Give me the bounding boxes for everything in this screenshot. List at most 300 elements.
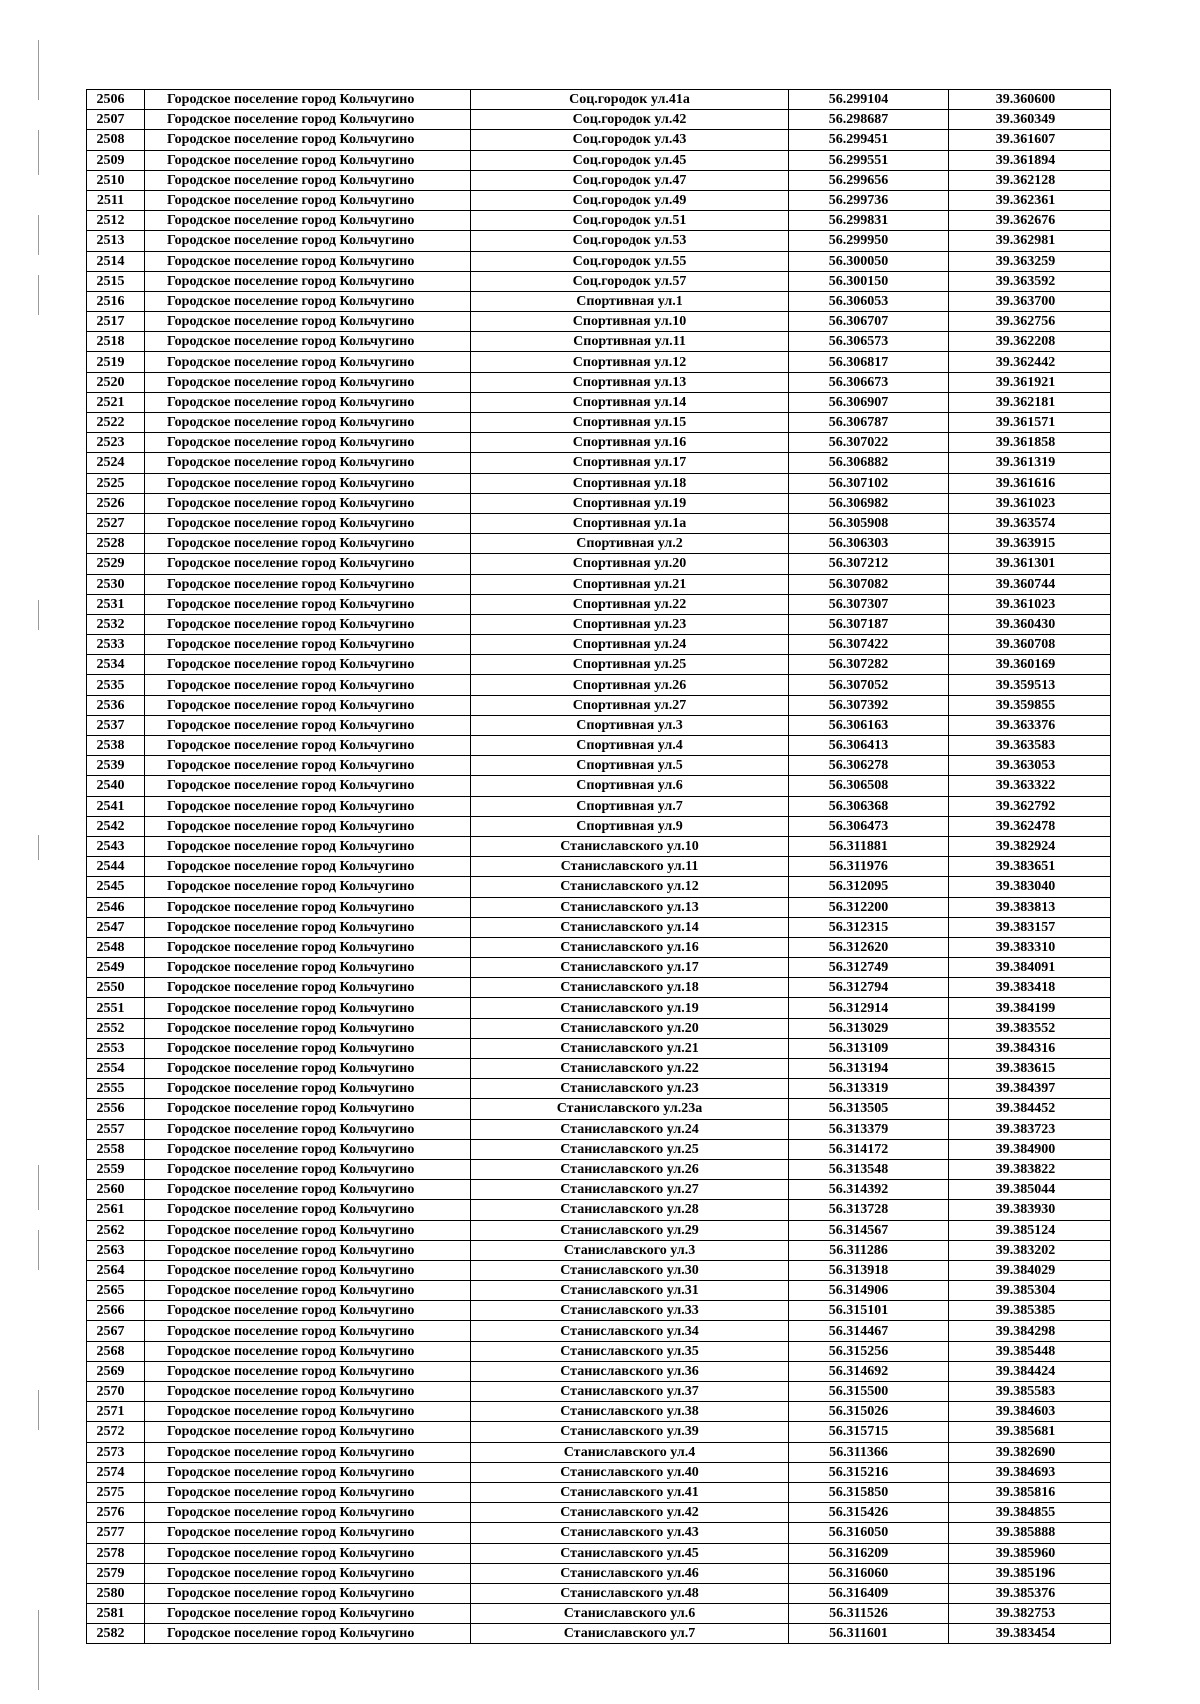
settlement-cell: Городское поселение город Кольчугино [145,937,471,957]
settlement-cell: Городское поселение город Кольчугино [145,917,471,937]
address-cell: Станиславского ул.35 [471,1341,789,1361]
latitude-cell: 56.312794 [789,978,949,998]
table-row [87,574,1111,594]
settlement-cell: Городское поселение город Кольчугино [145,1503,471,1523]
row-number: 2537 [87,715,145,735]
table-row [87,1200,1111,1220]
settlement-cell: Городское поселение город Кольчугино [145,513,471,533]
latitude-cell: 56.306163 [789,715,949,735]
table-row [87,291,1111,311]
row-number: 2568 [87,1341,145,1361]
address-cell: Станиславского ул.34 [471,1321,789,1341]
longitude-cell: 39.363376 [949,715,1111,735]
address-cell: Станиславского ул.4 [471,1442,789,1462]
row-number: 2545 [87,877,145,897]
longitude-cell: 39.362442 [949,352,1111,372]
table-row [87,433,1111,453]
address-cell: Станиславского ул.7 [471,1624,789,1644]
latitude-cell: 56.316409 [789,1583,949,1603]
table-row [87,614,1111,634]
row-number: 2563 [87,1240,145,1260]
row-number: 2522 [87,413,145,433]
address-cell: Спортивная ул.14 [471,392,789,412]
latitude-cell: 56.313379 [789,1119,949,1139]
longitude-cell: 39.385448 [949,1341,1111,1361]
latitude-cell: 56.307307 [789,594,949,614]
row-number: 2579 [87,1563,145,1583]
settlement-cell: Городское поселение город Кольчугино [145,1583,471,1603]
latitude-cell: 56.300050 [789,251,949,271]
table-row [87,554,1111,574]
longitude-cell: 39.361023 [949,493,1111,513]
settlement-cell: Городское поселение город Кольчугино [145,715,471,735]
latitude-cell: 56.311976 [789,857,949,877]
table-row [87,1624,1111,1644]
table-row [87,1321,1111,1341]
address-cell: Станиславского ул.27 [471,1180,789,1200]
address-cell: Спортивная ул.18 [471,473,789,493]
latitude-cell: 56.299104 [789,90,949,110]
longitude-cell: 39.361023 [949,594,1111,614]
row-number: 2572 [87,1422,145,1442]
settlement-cell: Городское поселение город Кольчугино [145,251,471,271]
latitude-cell: 56.307187 [789,614,949,634]
address-cell: Спортивная ул.22 [471,594,789,614]
address-cell: Станиславского ул.37 [471,1382,789,1402]
address-cell: Станиславского ул.30 [471,1260,789,1280]
settlement-cell: Городское поселение город Кольчугино [145,150,471,170]
longitude-cell: 39.361921 [949,372,1111,392]
longitude-cell: 39.361858 [949,433,1111,453]
latitude-cell: 56.314692 [789,1361,949,1381]
longitude-cell: 39.361319 [949,453,1111,473]
table-row [87,695,1111,715]
settlement-cell: Городское поселение город Кольчугино [145,90,471,110]
row-number: 2561 [87,1200,145,1220]
scan-mark [38,1390,39,1430]
settlement-cell: Городское поселение город Кольчугино [145,1321,471,1341]
longitude-cell: 39.384855 [949,1503,1111,1523]
address-cell: Станиславского ул.20 [471,1018,789,1038]
latitude-cell: 56.315715 [789,1422,949,1442]
latitude-cell: 56.314172 [789,1139,949,1159]
address-cell: Спортивная ул.26 [471,675,789,695]
latitude-cell: 56.311286 [789,1240,949,1260]
settlement-cell: Городское поселение город Кольчугино [145,1018,471,1038]
settlement-cell: Городское поселение город Кольчугино [145,1119,471,1139]
coordinates-table [86,89,1111,1644]
latitude-cell: 56.306673 [789,372,949,392]
table-row [87,534,1111,554]
longitude-cell: 39.363700 [949,291,1111,311]
address-cell: Станиславского ул.12 [471,877,789,897]
table-row [87,1402,1111,1422]
row-number: 2566 [87,1301,145,1321]
longitude-cell: 39.385196 [949,1563,1111,1583]
address-cell: Станиславского ул.42 [471,1503,789,1523]
table-row [87,796,1111,816]
latitude-cell: 56.311366 [789,1442,949,1462]
address-cell: Станиславского ул.33 [471,1301,789,1321]
table-row [87,736,1111,756]
table-row [87,1583,1111,1603]
table-row [87,130,1111,150]
latitude-cell: 56.311601 [789,1624,949,1644]
longitude-cell: 39.385816 [949,1482,1111,1502]
longitude-cell: 39.382753 [949,1604,1111,1624]
settlement-cell: Городское поселение город Кольчугино [145,736,471,756]
row-number: 2557 [87,1119,145,1139]
row-number: 2577 [87,1523,145,1543]
longitude-cell: 39.363592 [949,271,1111,291]
table-body [87,90,1111,1644]
settlement-cell: Городское поселение город Кольчугино [145,453,471,473]
settlement-cell: Городское поселение город Кольчугино [145,392,471,412]
latitude-cell: 56.306787 [789,413,949,433]
row-number: 2525 [87,473,145,493]
address-cell: Соц.городок ул.51 [471,211,789,231]
table-row [87,1220,1111,1240]
table-row [87,170,1111,190]
scan-mark [38,1230,39,1270]
longitude-cell: 39.362208 [949,332,1111,352]
latitude-cell: 56.298687 [789,110,949,130]
latitude-cell: 56.312095 [789,877,949,897]
longitude-cell: 39.384452 [949,1099,1111,1119]
settlement-cell: Городское поселение город Кольчугино [145,877,471,897]
table-row [87,1361,1111,1381]
settlement-cell: Городское поселение город Кольчугино [145,170,471,190]
latitude-cell: 56.315850 [789,1482,949,1502]
settlement-cell: Городское поселение город Кольчугино [145,130,471,150]
table-row [87,312,1111,332]
address-cell: Спортивная ул.6 [471,776,789,796]
address-cell: Станиславского ул.38 [471,1402,789,1422]
row-number: 2534 [87,655,145,675]
longitude-cell: 39.363574 [949,513,1111,533]
longitude-cell: 39.382924 [949,836,1111,856]
row-number: 2569 [87,1361,145,1381]
settlement-cell: Городское поселение город Кольчугино [145,1159,471,1179]
address-cell: Спортивная ул.24 [471,635,789,655]
table-row [87,897,1111,917]
address-cell: Соц.городок ул.42 [471,110,789,130]
address-cell: Соц.городок ул.57 [471,271,789,291]
row-number: 2558 [87,1139,145,1159]
row-number: 2570 [87,1382,145,1402]
settlement-cell: Городское поселение город Кольчугино [145,978,471,998]
scan-mark [38,600,39,630]
address-cell: Станиславского ул.3 [471,1240,789,1260]
address-cell: Станиславского ул.43 [471,1523,789,1543]
address-cell: Спортивная ул.5 [471,756,789,776]
table-row [87,231,1111,251]
settlement-cell: Городское поселение город Кольчугино [145,897,471,917]
latitude-cell: 56.306907 [789,392,949,412]
table-row [87,413,1111,433]
table-row [87,1503,1111,1523]
row-number: 2511 [87,190,145,210]
latitude-cell: 56.313728 [789,1200,949,1220]
longitude-cell: 39.385376 [949,1583,1111,1603]
address-cell: Спортивная ул.9 [471,816,789,836]
longitude-cell: 39.385960 [949,1543,1111,1563]
table-row [87,998,1111,1018]
settlement-cell: Городское поселение город Кольчугино [145,1442,471,1462]
address-cell: Станиславского ул.11 [471,857,789,877]
longitude-cell: 39.382690 [949,1442,1111,1462]
table-row [87,150,1111,170]
settlement-cell: Городское поселение город Кольчугино [145,1482,471,1502]
settlement-cell: Городское поселение город Кольчугино [145,857,471,877]
settlement-cell: Городское поселение город Кольчугино [145,1079,471,1099]
settlement-cell: Городское поселение город Кольчугино [145,816,471,836]
table-row [87,978,1111,998]
longitude-cell: 39.383822 [949,1159,1111,1179]
table-row [87,372,1111,392]
address-cell: Станиславского ул.28 [471,1200,789,1220]
longitude-cell: 39.384603 [949,1402,1111,1422]
row-number: 2578 [87,1543,145,1563]
settlement-cell: Городское поселение город Кольчугино [145,554,471,574]
row-number: 2562 [87,1220,145,1240]
scan-mark [38,1165,39,1210]
settlement-cell: Городское поселение город Кольчугино [145,332,471,352]
table-row [87,1240,1111,1260]
longitude-cell: 39.360169 [949,655,1111,675]
address-cell: Спортивная ул.4 [471,736,789,756]
latitude-cell: 56.312914 [789,998,949,1018]
settlement-cell: Городское поселение город Кольчугино [145,372,471,392]
table-row [87,1604,1111,1624]
row-number: 2507 [87,110,145,130]
table-row [87,776,1111,796]
table-row [87,1119,1111,1139]
row-number: 2560 [87,1180,145,1200]
table-row [87,1038,1111,1058]
address-cell: Станиславского ул.17 [471,958,789,978]
latitude-cell: 56.306053 [789,291,949,311]
settlement-cell: Городское поселение город Кольчугино [145,231,471,251]
settlement-cell: Городское поселение город Кольчугино [145,1260,471,1280]
latitude-cell: 56.314392 [789,1180,949,1200]
longitude-cell: 39.385583 [949,1382,1111,1402]
longitude-cell: 39.383930 [949,1200,1111,1220]
settlement-cell: Городское поселение город Кольчугино [145,271,471,291]
table-row [87,513,1111,533]
longitude-cell: 39.359855 [949,695,1111,715]
longitude-cell: 39.360708 [949,635,1111,655]
longitude-cell: 39.362981 [949,231,1111,251]
address-cell: Станиславского ул.36 [471,1361,789,1381]
address-cell: Спортивная ул.20 [471,554,789,574]
longitude-cell: 39.385888 [949,1523,1111,1543]
table-row [87,1563,1111,1583]
address-cell: Спортивная ул.17 [471,453,789,473]
table-row [87,917,1111,937]
table-row [87,1482,1111,1502]
address-cell: Соц.городок ул.43 [471,130,789,150]
row-number: 2540 [87,776,145,796]
latitude-cell: 56.315026 [789,1402,949,1422]
settlement-cell: Городское поселение город Кольчугино [145,1240,471,1260]
settlement-cell: Городское поселение город Кольчугино [145,190,471,210]
scan-mark [38,40,39,100]
table-row [87,655,1111,675]
latitude-cell: 56.305908 [789,513,949,533]
table-row [87,90,1111,110]
longitude-cell: 39.363259 [949,251,1111,271]
longitude-cell: 39.383723 [949,1119,1111,1139]
row-number: 2510 [87,170,145,190]
table-row [87,1382,1111,1402]
address-cell: Соц.городок ул.45 [471,150,789,170]
latitude-cell: 56.315216 [789,1462,949,1482]
row-number: 2526 [87,493,145,513]
latitude-cell: 56.313319 [789,1079,949,1099]
latitude-cell: 56.306413 [789,736,949,756]
table-row [87,1462,1111,1482]
address-cell: Спортивная ул.27 [471,695,789,715]
longitude-cell: 39.383552 [949,1018,1111,1038]
row-number: 2539 [87,756,145,776]
settlement-cell: Городское поселение город Кольчугино [145,413,471,433]
latitude-cell: 56.316060 [789,1563,949,1583]
latitude-cell: 56.306882 [789,453,949,473]
row-number: 2546 [87,897,145,917]
address-cell: Станиславского ул.46 [471,1563,789,1583]
address-cell: Станиславского ул.6 [471,1604,789,1624]
table-row [87,1180,1111,1200]
latitude-cell: 56.306982 [789,493,949,513]
settlement-cell: Городское поселение город Кольчугино [145,534,471,554]
longitude-cell: 39.360349 [949,110,1111,130]
latitude-cell: 56.307022 [789,433,949,453]
longitude-cell: 39.385044 [949,1180,1111,1200]
latitude-cell: 56.299831 [789,211,949,231]
longitude-cell: 39.384199 [949,998,1111,1018]
row-number: 2529 [87,554,145,574]
row-number: 2564 [87,1260,145,1280]
row-number: 2574 [87,1462,145,1482]
longitude-cell: 39.360600 [949,90,1111,110]
table-row [87,756,1111,776]
settlement-cell: Городское поселение город Кольчугино [145,1361,471,1381]
settlement-cell: Городское поселение город Кольчугино [145,836,471,856]
settlement-cell: Городское поселение город Кольчугино [145,695,471,715]
row-number: 2521 [87,392,145,412]
address-cell: Спортивная ул.2 [471,534,789,554]
longitude-cell: 39.383813 [949,897,1111,917]
settlement-cell: Городское поселение город Кольчугино [145,1301,471,1321]
table-row [87,1099,1111,1119]
longitude-cell: 39.384900 [949,1139,1111,1159]
latitude-cell: 56.312749 [789,958,949,978]
settlement-cell: Городское поселение город Кольчугино [145,675,471,695]
row-number: 2547 [87,917,145,937]
row-number: 2542 [87,816,145,836]
latitude-cell: 56.306473 [789,816,949,836]
latitude-cell: 56.313194 [789,1059,949,1079]
table-row [87,1281,1111,1301]
address-cell: Спортивная ул.15 [471,413,789,433]
address-cell: Спортивная ул.23 [471,614,789,634]
longitude-cell: 39.362478 [949,816,1111,836]
row-number: 2550 [87,978,145,998]
row-number: 2549 [87,958,145,978]
table-row [87,1523,1111,1543]
table-row [87,958,1111,978]
longitude-cell: 39.361301 [949,554,1111,574]
latitude-cell: 56.306368 [789,796,949,816]
table-row [87,392,1111,412]
row-number: 2575 [87,1482,145,1502]
address-cell: Соц.городок ул.47 [471,170,789,190]
latitude-cell: 56.311881 [789,836,949,856]
row-number: 2580 [87,1583,145,1603]
table-row [87,493,1111,513]
settlement-cell: Городское поселение город Кольчугино [145,1462,471,1482]
row-number: 2551 [87,998,145,1018]
longitude-cell: 39.383040 [949,877,1111,897]
address-cell: Спортивная ул.25 [471,655,789,675]
row-number: 2506 [87,90,145,110]
longitude-cell: 39.361616 [949,473,1111,493]
settlement-cell: Городское поселение город Кольчугино [145,574,471,594]
settlement-cell: Городское поселение город Кольчугино [145,110,471,130]
row-number: 2536 [87,695,145,715]
table-row [87,1301,1111,1321]
scan-mark [38,130,39,175]
settlement-cell: Городское поселение город Кольчугино [145,796,471,816]
settlement-cell: Городское поселение город Кольчугино [145,756,471,776]
scan-mark [38,1610,39,1690]
table-row [87,271,1111,291]
latitude-cell: 56.313505 [789,1099,949,1119]
address-cell: Станиславского ул.19 [471,998,789,1018]
latitude-cell: 56.299656 [789,170,949,190]
longitude-cell: 39.385681 [949,1422,1111,1442]
latitude-cell: 56.313109 [789,1038,949,1058]
latitude-cell: 56.307282 [789,655,949,675]
table-row [87,352,1111,372]
table-row [87,1442,1111,1462]
latitude-cell: 56.307392 [789,695,949,715]
latitude-cell: 56.312200 [789,897,949,917]
latitude-cell: 56.299451 [789,130,949,150]
latitude-cell: 56.314567 [789,1220,949,1240]
longitude-cell: 39.384298 [949,1321,1111,1341]
longitude-cell: 39.360744 [949,574,1111,594]
latitude-cell: 56.307102 [789,473,949,493]
latitude-cell: 56.299950 [789,231,949,251]
row-number: 2552 [87,1018,145,1038]
row-number: 2524 [87,453,145,473]
table-row [87,594,1111,614]
settlement-cell: Городское поселение город Кольчугино [145,655,471,675]
latitude-cell: 56.311526 [789,1604,949,1624]
latitude-cell: 56.307052 [789,675,949,695]
table-row [87,1059,1111,1079]
table-row [87,635,1111,655]
address-cell: Станиславского ул.23 [471,1079,789,1099]
address-cell: Станиславского ул.22 [471,1059,789,1079]
table-row [87,473,1111,493]
longitude-cell: 39.362676 [949,211,1111,231]
longitude-cell: 39.361571 [949,413,1111,433]
address-cell: Соц.городок ул.41а [471,90,789,110]
latitude-cell: 56.306573 [789,332,949,352]
